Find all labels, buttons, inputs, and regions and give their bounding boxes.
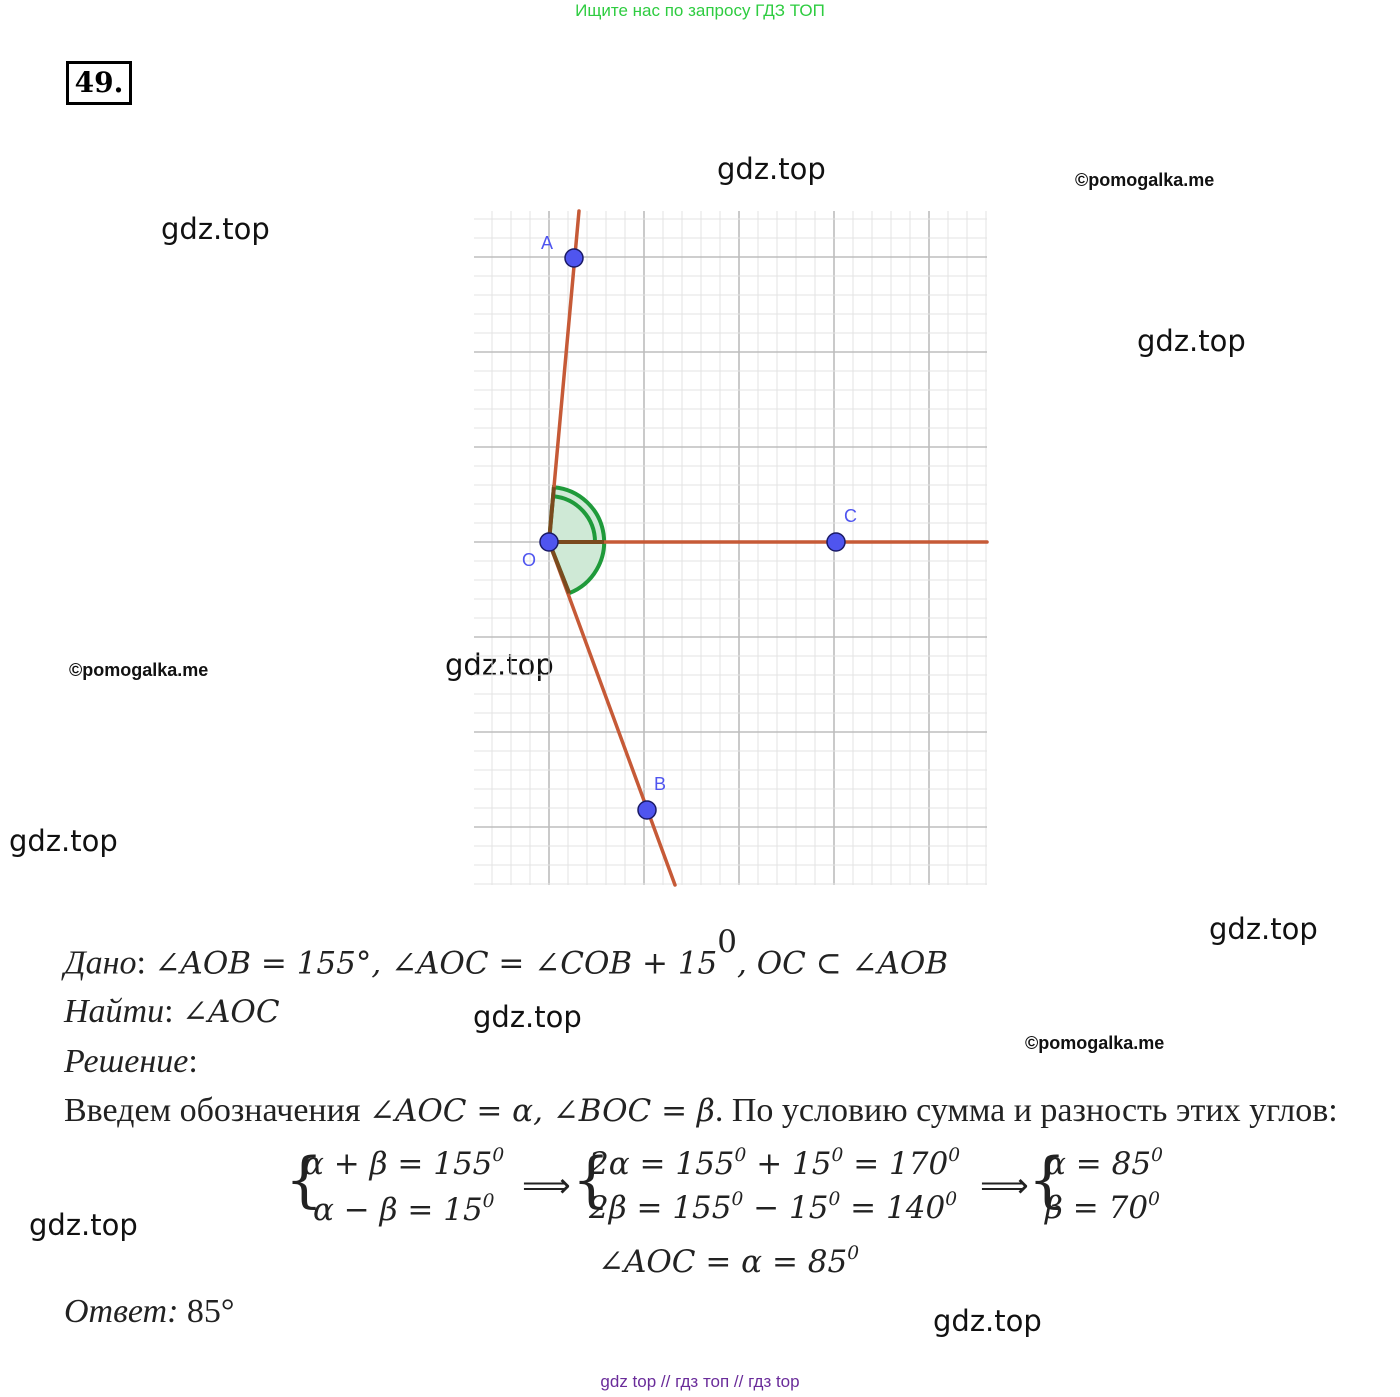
solution-line: Решение: [64, 1043, 198, 1080]
watermark-copyright: ©pomogalka.me [1075, 170, 1215, 190]
watermark-copyright: ©pomogalka.me [1025, 1033, 1165, 1053]
label-a: A [541, 233, 554, 253]
label-c: C [844, 506, 857, 526]
sys1-line1: $\alpha + \beta = 155^0$ [303, 1144, 505, 1182]
watermark-gdz: gdz.top [161, 212, 270, 246]
answer-label: Ответ: [64, 1293, 179, 1330]
answer-value: 85° [186, 1293, 235, 1330]
sys3-line2: $\beta = 70^0$ [1045, 1188, 1160, 1226]
result-line: ∠AOC = $\alpha = 85^0$ [598, 1242, 860, 1280]
watermark-gdz: gdz.top [445, 648, 554, 682]
watermark-gdz: gdz.top [9, 824, 118, 858]
intro-math: ∠AOC = α, ∠BOC = β [368, 1093, 715, 1129]
point-o [540, 533, 558, 551]
brace-3: { [1028, 1145, 1067, 1215]
sys1-line2: $\alpha - \beta = 15^0$ [313, 1190, 495, 1228]
watermark-copyright: ©pomogalka.me [69, 660, 209, 680]
brace-2: { [572, 1145, 611, 1215]
sys2-line1: $2\alpha = 155^0 + 15^0 = 170^0$ [589, 1144, 961, 1182]
watermark-gdz: gdz.top [1137, 324, 1246, 358]
watermark-gdz: gdz.top [1209, 912, 1318, 946]
watermark-gdz: gdz.top [933, 1304, 1042, 1338]
sys2-line2: $2\beta = 155^0 - 15^0 = 140^0$ [589, 1188, 958, 1226]
point-a [565, 249, 583, 267]
intro-end: . По условию сумма и разность этих углов: [714, 1092, 1338, 1129]
solution-label: Решение [64, 1043, 189, 1080]
label-o: O [522, 550, 537, 570]
watermark-gdz: gdz.top [473, 1000, 582, 1034]
given-label: Дано [64, 944, 137, 982]
find-line: Найти: ∠AOC [64, 993, 280, 1030]
given-line: Дано: ∠AOB = 155°, ∠AOC = ∠COB + $15^0$, OC ⊂ ∠AOB [64, 924, 949, 982]
problem-number: 49. [66, 61, 132, 105]
sys3-line1: $\alpha = 85^0$ [1045, 1144, 1163, 1182]
intro-start: Введем обозначения [64, 1092, 369, 1129]
brace-1: { [285, 1145, 324, 1215]
point-c [827, 533, 845, 551]
find-expr: ∠AOC [182, 994, 280, 1030]
answer-line [64, 1293, 235, 1331]
given-expr: ∠AOB = 155°, ∠AOC = ∠COB + 15 [154, 945, 718, 982]
watermark-gdz: gdz.top [717, 152, 826, 186]
given-tail: OC ⊂ ∠AOB [756, 945, 949, 982]
label-b: B [654, 774, 667, 794]
implies-arrow-1: ⟹ [522, 1166, 571, 1206]
intro-line [64, 1092, 1338, 1130]
implies-arrow-2: ⟹ [980, 1166, 1029, 1206]
footer-links: gdz top // гдз топ // гдз top [600, 1372, 800, 1391]
watermark-gdz: gdz.top [29, 1208, 138, 1242]
find-label: Найти [64, 993, 165, 1030]
point-b [638, 801, 656, 819]
rays [549, 211, 987, 885]
top-banner: Ищите нас по запросу ГДЗ ТОП [575, 1, 825, 20]
